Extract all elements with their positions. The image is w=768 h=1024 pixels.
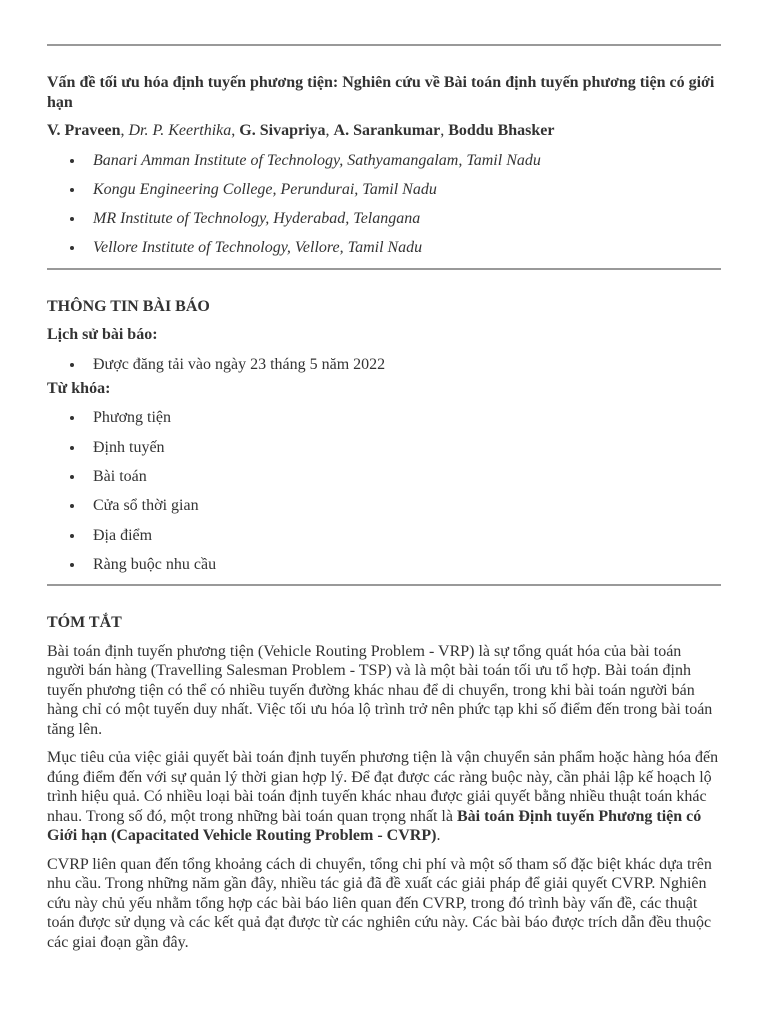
keyword-item: Định tuyến bbox=[47, 433, 721, 462]
author-name: A. Sarankumar bbox=[333, 122, 441, 139]
paper-title: Vấn đề tối ưu hóa định tuyến phương tiện: Nghiên cứu về Bài toán định tuyến phương tiện có giới hạn bbox=[47, 74, 715, 111]
author-separator: , bbox=[440, 122, 449, 139]
author-name: Boddu Bhasker bbox=[448, 122, 555, 139]
abstract-paragraph-1: Bài toán định tuyến phương tiện (Vehicle Routing Problem - VRP) là sự tổng quát hóa của bài toán người bán hàng (Travelling Salesman Problem - TSP) và là một bài toán tối ưu tổ hợp. Bài toán định tuyến phương tiện có thể có nhiều tuyến đường khác nhau để di chuyển, trong khi bài toán người bán hàng chỉ có một tuyến duy nhất. Việc tối ưu hóa lộ trình trở nên phức tạp khi số điểm đến trong bài toán tăng lên. bbox=[47, 642, 713, 738]
keywords-list bbox=[47, 403, 721, 579]
article-history-label: Lịch sử bài báo: bbox=[47, 326, 158, 344]
author-name: Dr. P. Keerthika bbox=[128, 122, 232, 139]
abstract-heading: TÓM TẮT bbox=[47, 614, 122, 632]
keyword-item: Địa điểm bbox=[47, 521, 721, 550]
author-name: G. Sivapriya bbox=[239, 122, 326, 139]
affiliation-item: Banari Amman Institute of Technology, Sathyamangalam, Tamil Nadu bbox=[47, 146, 721, 175]
abstract-paragraph-3: CVRP liên quan đến tổng khoảng cách di chuyển, tổng chi phí và một số tham số đặc biệt khác dựa trên nhu cầu. Trong những năm gần đây, nhiều tác giả đã đề xuất các giải pháp để giải quyết CVRP. Nghiên cứu này chủ yếu nhằm tổng hợp các bài báo liên quan đến CVRP, trong đó trình bày vấn đề, các thuật toán được sử dụng và các kết quả đạt được từ các nghiên cứu này. Các bài báo được trích dẫn đều thuộc các giai đoạn gần đây. bbox=[47, 855, 712, 951]
history-item: Được đăng tải vào ngày 23 tháng 5 năm 2022 bbox=[47, 350, 721, 379]
affiliation-item: MR Institute of Technology, Hyderabad, Telangana bbox=[47, 204, 721, 233]
author-separator: , bbox=[325, 122, 334, 139]
abstract-paragraph-2-text: Mục tiêu của việc giải quyết bài toán định tuyến phương tiện là vận chuyển sản phẩm hoặc hàng hóa đến đúng điểm đến với sự quản lý thời gian hợp lý. Để đạt được các ràng buộc này, cần phải lập kế hoạch lộ trình hiệu quả. Có nhiều loại bài toán định tuyến khác nhau được giải quyết bằng nhiều thuật toán khác nhau. Trong số đó, một trong những bài toán quan trọng nhất là bbox=[47, 749, 719, 825]
affiliation-item: Kongu Engineering College, Perundurai, Tamil Nadu bbox=[47, 175, 721, 204]
keyword-item: Phương tiện bbox=[47, 403, 721, 432]
author-name: V. Praveen bbox=[47, 122, 121, 139]
affiliation-item: Vellore Institute of Technology, Vellore, Tamil Nadu bbox=[47, 233, 721, 262]
abstract-paragraph-2-end: . bbox=[436, 827, 441, 845]
article-history-list bbox=[47, 350, 721, 379]
article-info-heading: THÔNG TIN BÀI BÁO bbox=[47, 297, 210, 315]
keywords-label: Từ khóa: bbox=[47, 379, 111, 397]
abstract-paragraph-2 bbox=[47, 748, 721, 846]
keyword-item: Cửa sổ thời gian bbox=[47, 491, 721, 520]
affiliation-list bbox=[47, 146, 721, 263]
author-separator: , bbox=[120, 122, 129, 139]
author-separator: , bbox=[231, 122, 240, 139]
keyword-item: Ràng buộc nhu cầu bbox=[47, 550, 721, 579]
author-list bbox=[47, 121, 721, 141]
cvrp-term: Bài toán Định tuyến Phương tiện có Giới hạn (Capacitated Vehicle Routing Problem - CVRP) bbox=[47, 807, 702, 845]
keyword-item: Bài toán bbox=[47, 462, 721, 491]
